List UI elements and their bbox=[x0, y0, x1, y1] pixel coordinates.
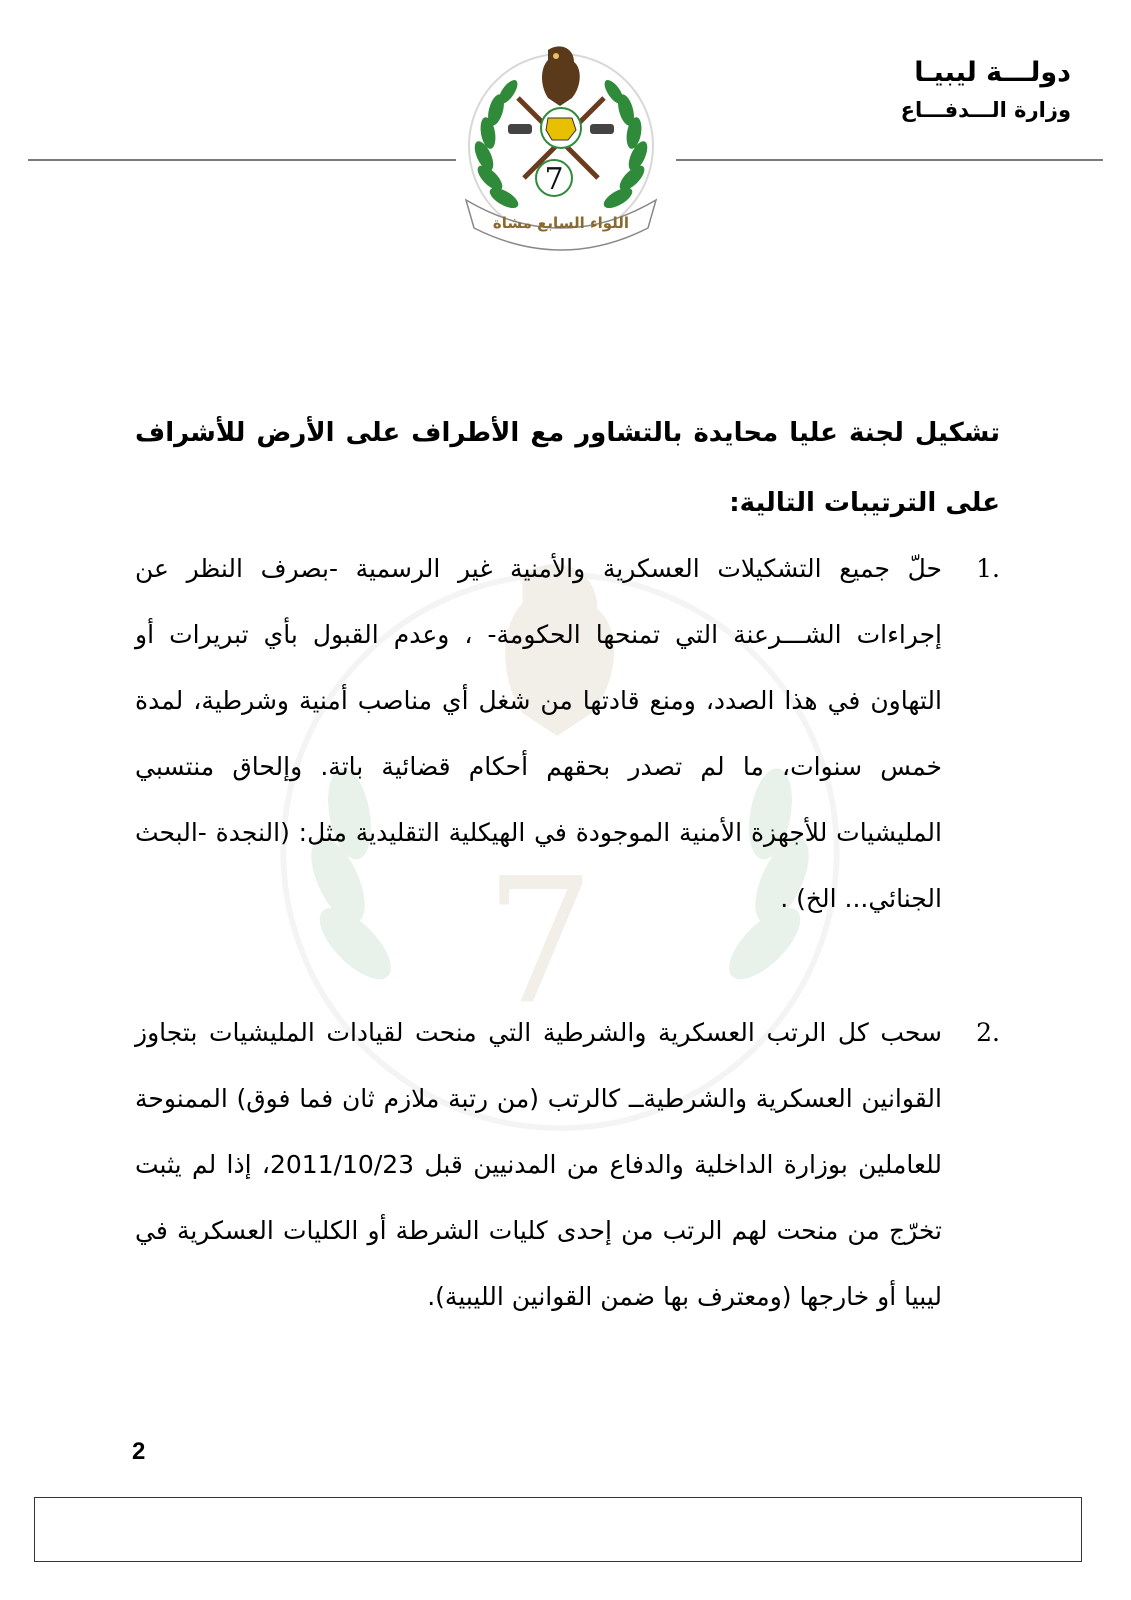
list-item-text: سحب كل الرتب العسكرية والشرطية التي منحت لقيادات المليشيات بتجاوز القوانين العسكرية والشرطيةــ كالرتب (من رتبة ملازم ثان فما فوق) الممنوحة للعاملين بوزارة الداخلية والدفاع من المدنيين قبل 2011/10/23، إذا لم يثبت تخرّج من منحت لهم الرتب من إحدى كليات الشرطة أو الكليات العسكرية في ليبيا أو خارجها (ومعترف بها ضمن القوانين الليبية). bbox=[135, 1018, 942, 1311]
header-rule-left bbox=[28, 159, 456, 161]
svg-text:7: 7 bbox=[544, 162, 564, 197]
list-item-number: 1. bbox=[976, 554, 1000, 583]
brigade-emblem-icon bbox=[448, 38, 674, 260]
page-number: 2 bbox=[132, 1438, 146, 1465]
list-item bbox=[135, 1000, 1000, 1330]
footer-box bbox=[34, 1497, 1082, 1562]
list-item-text: حلّ جميع التشكيلات العسكرية والأمنية غير الرسمية -بصرف النظر عن إجراءات الشـــرعنة التي تمنحها الحكومة- ، وعدم القبول بأي تبريرات أو التهاون في هذا الصدد، ومنع قادتها من شغل أي مناصب أمنية وشرطية، لمدة خمس سنوات، ما لم تصدر بحقهم أحكام قضائية باتة. وإلحاق منتسبي المليشيات للأجهزة الأمنية الموجودة في الهيكلية التقليدية مثل: (النجدة -البحث الجنائي... الخ) . bbox=[135, 554, 942, 913]
state-name: دولـــة ليبيـا bbox=[914, 57, 1071, 88]
header-rule-right bbox=[676, 159, 1103, 161]
list-item-number: 2. bbox=[976, 1018, 1000, 1047]
list-item bbox=[135, 536, 1000, 932]
intro-paragraph: تشكيل لجنة عليا محايدة بالتشاور مع الأطراف على الأرض للأشراف على الترتيبات التالية: bbox=[135, 418, 1000, 518]
svg-text:7: 7 bbox=[484, 840, 595, 1043]
svg-text:اللواء السابع مشاة: اللواء السابع مشاة bbox=[492, 214, 630, 232]
government-header bbox=[901, 54, 1071, 128]
ministry-name: وزارة الـــدفـــاع bbox=[900, 98, 1071, 122]
